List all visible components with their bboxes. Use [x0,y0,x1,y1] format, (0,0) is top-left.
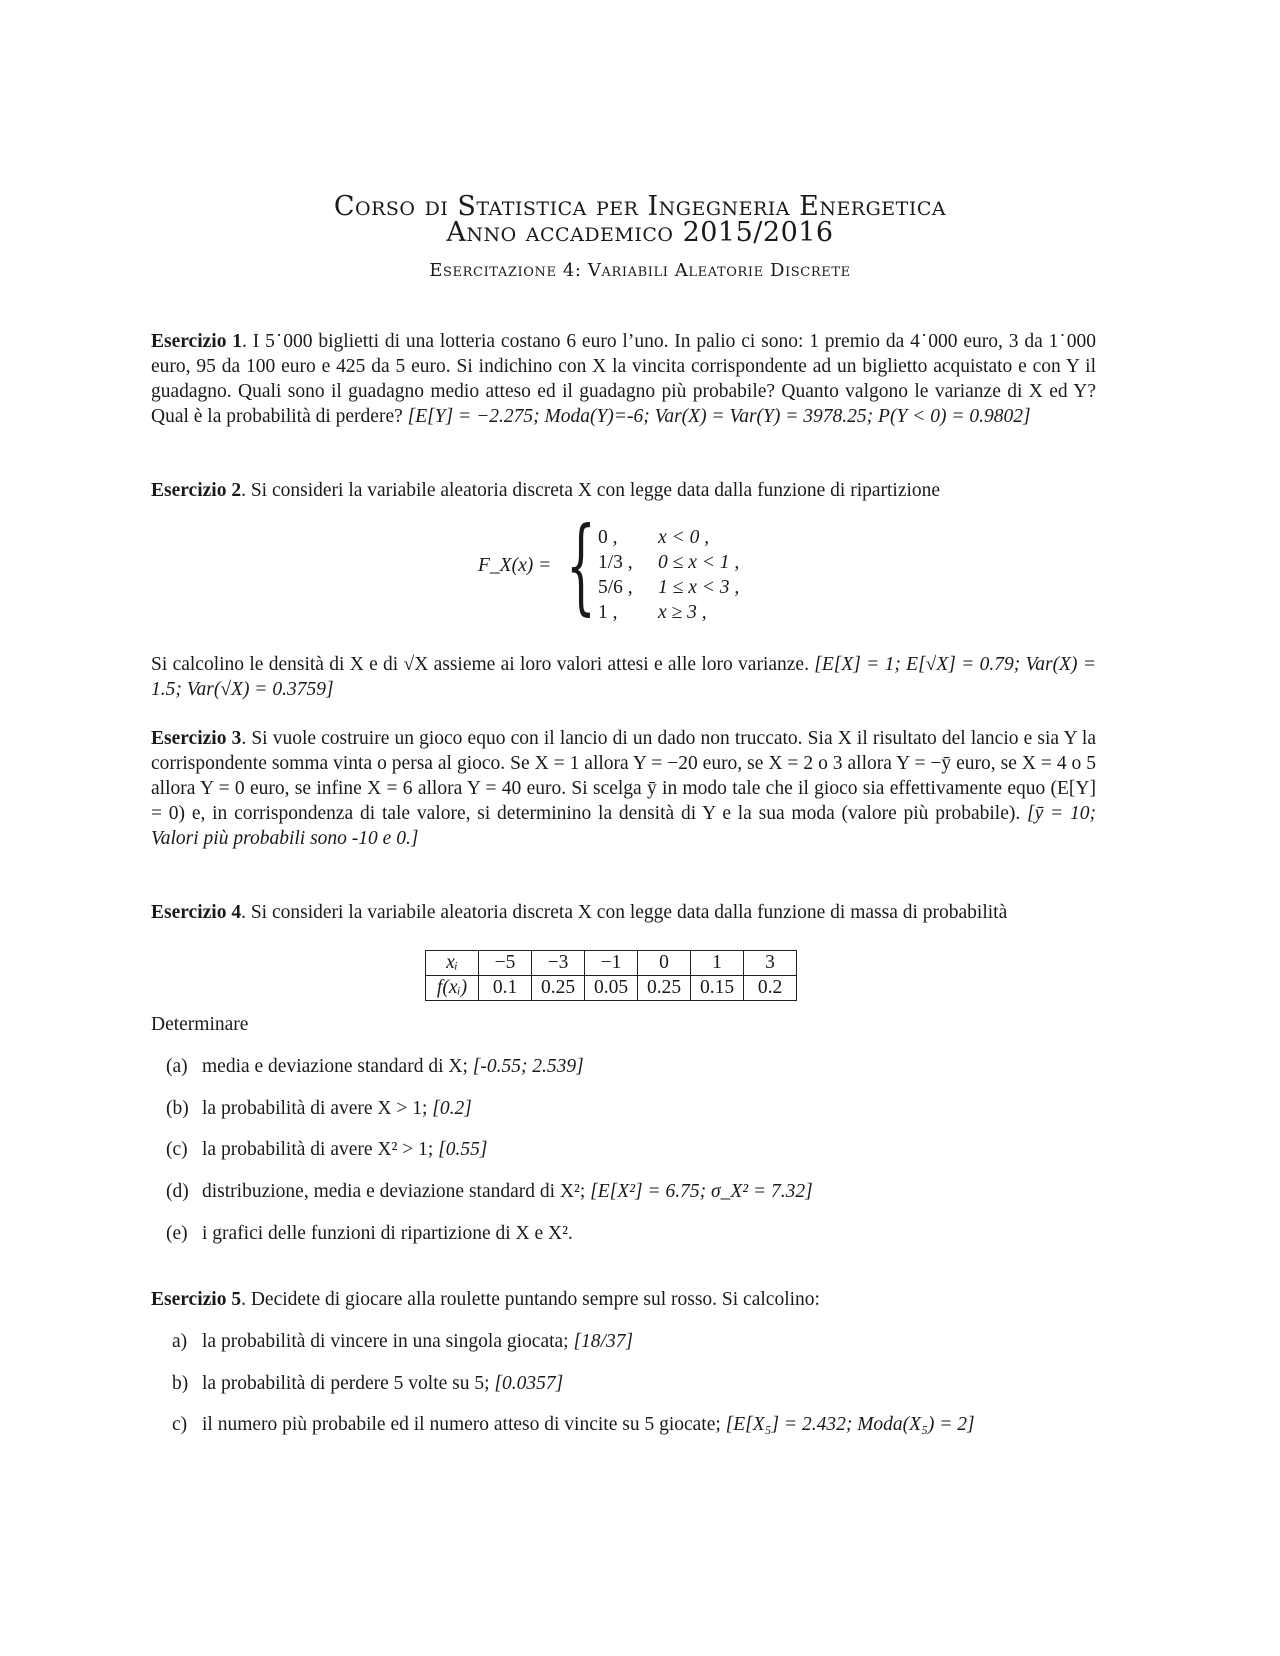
table-header-cell: 3 [744,951,797,976]
exercise-2-answer: [E[X] = 1; E[√X] = 0.79; Var(X) = 1.5; Var(√X) = 0.3759] [151,654,1096,700]
list-item: (b) la probabilità di avere X > 1; [0.2] [166,1098,472,1119]
exercise-2 [151,478,1096,503]
determine-label: Determinare [151,1014,249,1035]
cdf-label: F_X(x) = [478,555,552,576]
academic-year: Anno accademico 2015/2016 [446,217,834,248]
exercise-2-followup-text: Si calcolino le densità di X e di √X assieme ai loro valori attesi e alle loro varianze. [151,654,815,675]
exercise-2-followup [151,652,1096,702]
list-item: b) la probabilità di perdere 5 volte su 5; [0.0357] [172,1373,564,1394]
exercise-3-answer: [ȳ = 10; Valori più probabili sono -10 e 0.] [151,803,1096,849]
exercise-1-label: Esercizio 1 [151,331,243,352]
table-header-cell: 1 [691,951,744,976]
list-item: (d) distribuzione, media e deviazione standard di X²; [E[X²] = 6.75; σ_X² = 7.32] [166,1181,813,1202]
exercise-2-label: Esercizio 2 [151,480,242,501]
exercise-1-text: . I 5˙000 biglietti di una lotteria costano 6 euro l’uno. In palio ci sono: 1 premio da 4˙000 euro, 3 da 1˙000 euro, 95 da 100 euro e 425 da 5 euro. Si indichino con X la vincita corrispondente ad un biglietto acquistato e con Y il guadagno. Quali sono il guadagno medio atteso ed il guadagno più probabile? Quanto valgono le varianze di X ed Y? Qual è la probabilità di perdere? [151,331,1096,427]
exercise-3 [151,726,1096,851]
cdf-piecewise-definition: F_X(x) = { 0 , x < 0 , 1/3 , 0 ≤ x < 1 , 5/6 , 1 ≤ x < 3 , 1 , x ≥ 3 , [478,504,740,626]
table-header-cell: −1 [585,951,638,976]
table-row [426,951,797,976]
table-cell: 0.2 [744,976,797,1001]
list-item: (e) i grafici delle funzioni di ripartizione di X e X². [166,1223,573,1244]
list-item: (a) media e deviazione standard di X; [-0.55; 2.539] [166,1056,584,1077]
table-cell: 0.15 [691,976,744,1001]
table-cell: 0.25 [638,976,691,1001]
exercise-3-label: Esercizio 3 [151,728,242,749]
exercise-sheet-subtitle: Esercitazione 4: Variabili Aleatorie Discrete [429,260,851,281]
table-cell: 0.05 [585,976,638,1001]
table-header-cell: −5 [479,951,532,976]
exercise-5-label: Esercizio 5 [151,1289,242,1310]
table-header-cell: 0 [638,951,691,976]
exercise-4-intro: . Si consideri la variabile aleatoria discreta X con legge data dalla funzione di massa di probabilità [241,902,1008,923]
table-header-cell: xᵢ [426,951,479,976]
probability-mass-table [425,950,797,1001]
exercise-5 [151,1287,1096,1312]
table-cell: f(xᵢ) [426,976,479,1001]
table-cell: 0.1 [479,976,532,1001]
list-item: a) la probabilità di vincere in una singola giocata; [18/37] [172,1331,634,1352]
exercise-5-intro: . Decidete di giocare alla roulette puntando sempre sul rosso. Si calcolino: [241,1289,820,1310]
left-brace: { [566,504,596,626]
list-item: (c) la probabilità di avere X² > 1; [0.55] [166,1139,488,1160]
exercise-2-intro: . Si consideri la variabile aleatoria discreta X con legge data dalla funzione di ripartizione [241,480,941,501]
exercise-4 [151,900,1096,925]
exercise-3-text: . Si vuole costruire un gioco equo con il lancio di un dado non truccato. Sia X il risultato del lancio e sia Y la corrispondente somma vinta o persa al gioco. Se X = 1 allora Y = −20 euro, se X = 2 o 3 allora Y = −ȳ euro, se X = 4 o 5 allora Y = 0 euro, se infine X = 6 allora Y = 40 euro. Si scelga ȳ in modo tale che il gioco sia effettivamente equo (E[Y] = 0) e, in corrispondenza di tale valore, si determinino la densità di Y e la sua moda (valore più probabile). [151,728,1096,824]
exercise-1-answer: [E[Y] = −2.275; Moda(Y)=-6; Var(X) = Var(Y) = 3978.25; P(Y < 0) = 0.9802] [407,406,1031,427]
exercise-4-label: Esercizio 4 [151,902,242,923]
course-title: Corso di Statistica per Ingegneria Energetica [333,191,947,222]
table-header-cell: −3 [532,951,585,976]
list-item: c) il numero più probabile ed il numero atteso di vincite su 5 giocate; [E[X₅] = 2.432; Moda(X₅) = 2] [172,1414,975,1435]
table-cell: 0.25 [532,976,585,1001]
exercise-1 [151,329,1096,429]
table-row [426,976,797,1001]
